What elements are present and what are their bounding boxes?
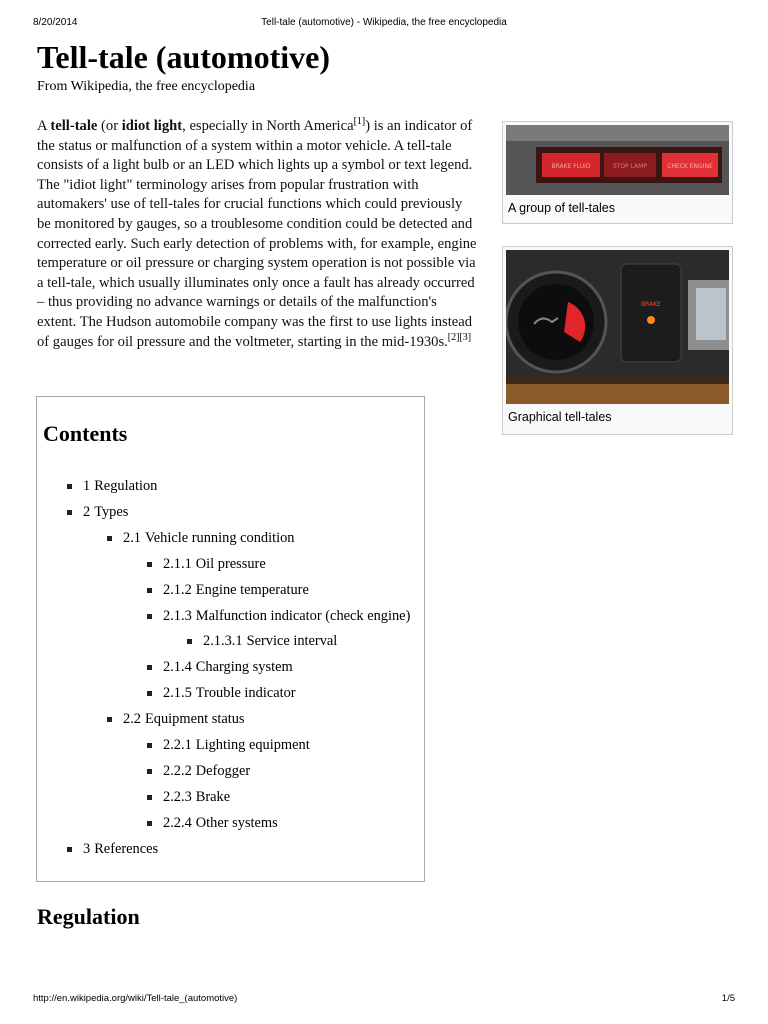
toc-item-number: 2.1.1 <box>163 555 192 572</box>
toc-item-label: Other systems <box>195 814 278 831</box>
figure-tell-tale-group <box>502 121 733 224</box>
lamp-label-stop-lamp: STOP LAMP <box>612 163 648 170</box>
intro-paragraph <box>37 117 477 352</box>
lamp-label-check-engine: CHECK ENGINE <box>667 163 713 170</box>
intro-text: ) is an indicator of the status or malfunction of a system within a motor vehicle. A tell-tale consists of a light bulb or an LED which lights up a symbol or text legend. The "idiot light" terminology arises from popular frustration with automakers' use of tell-tales for crucial functions which could previously be monitored by gauges, so a troublesome condition could be detected and corrected early. Such early detection of problems with, for example, engine temperature or oil pressure or charging system operation is not possible via a tell-tale, which usually illuminates only once a fault has already occurred – thus providing no advance warnings or details of the malfunction's extent. The Hudson automobile company was the first to use lights instead of gauges for oil pressure and the voltmeter, starting in the mid-1930s. <box>37 118 477 350</box>
toc-item-number: 2.2.4 <box>163 814 192 831</box>
print-header <box>33 17 735 31</box>
toc-item[interactable] <box>163 762 250 780</box>
toc-item-label: Types <box>94 503 129 520</box>
toc-item-label: Charging system <box>195 659 293 676</box>
toc-item-label: Regulation <box>94 478 158 494</box>
toc-item-label: Lighting equipment <box>195 737 310 753</box>
lamp-label-brake-fluid: BRAKE FLUID <box>551 163 591 170</box>
toc-item[interactable] <box>83 840 158 858</box>
toc-item-label: Trouble indicator <box>195 685 296 702</box>
figure-caption: A group of tell-tales <box>508 201 616 215</box>
citation-link-2[interactable]: [2] <box>447 331 460 343</box>
toc-item-label: Engine temperature <box>195 581 309 598</box>
toc-item-number: 2.1 <box>123 529 141 546</box>
site-tagline: From Wikipedia, the free encyclopedia <box>37 79 256 94</box>
toc-item-number: 2.1.3 <box>163 607 192 624</box>
term-tell-tale: tell-tale <box>50 118 98 134</box>
toc-item[interactable] <box>163 658 293 676</box>
toc-item[interactable] <box>163 684 296 702</box>
toc-item-number: 3 <box>83 840 91 857</box>
toc-item-number: 2.1.2 <box>163 581 192 598</box>
table-of-contents <box>36 396 425 882</box>
toc-item[interactable] <box>163 581 309 599</box>
graphical-tell-tales-image[interactable] <box>506 250 729 404</box>
toc-item-number: 2.2 <box>123 711 141 728</box>
toc-item-label: Brake <box>195 788 231 805</box>
figure-caption: Graphical tell-tales <box>508 410 612 424</box>
brake-lamp-label: BRAKE <box>641 301 661 308</box>
toc-item-number: 2.2.1 <box>163 737 192 753</box>
toc-item-label: Malfunction indicator (check engine) <box>195 607 411 624</box>
toc-item-label: Defogger <box>195 762 251 779</box>
toc-item-label: References <box>94 840 159 857</box>
intro-text: (or <box>97 118 122 134</box>
toc-item-number: 2.1.3.1 <box>203 633 243 650</box>
page-url: http://en.wikipedia.org/wiki/Tell-tale_(automotive) <box>33 993 238 1004</box>
toc-item[interactable] <box>83 503 128 521</box>
toc-item[interactable] <box>163 555 266 573</box>
toc-title: Contents <box>43 421 128 446</box>
citation-link-3[interactable]: [3] <box>459 331 472 343</box>
toc-item[interactable] <box>203 632 337 650</box>
toc-item-number: 1 <box>83 478 91 494</box>
toc-item-label: Vehicle running condition <box>145 529 295 546</box>
toc-item-number: 2.2.3 <box>163 788 192 805</box>
toc-item-label: Service interval <box>246 633 338 650</box>
print-page-title: Tell-tale (automotive) - Wikipedia, the free encyclopedia <box>261 17 507 28</box>
toc-item[interactable] <box>123 529 294 547</box>
citation-link-1[interactable]: [1] <box>353 116 366 128</box>
toc-item[interactable] <box>123 710 245 728</box>
toc-item-number: 2.2.2 <box>163 762 192 779</box>
toc-item[interactable] <box>83 477 157 495</box>
intro-text: , especially in North America <box>182 118 354 134</box>
print-date: 8/20/2014 <box>33 17 78 28</box>
figure-graphical-tell-tales <box>502 246 733 435</box>
toc-item[interactable] <box>163 736 310 754</box>
page-title: Tell-tale (automotive) <box>37 39 330 75</box>
page-number: 1/5 <box>721 993 735 1004</box>
tell-tale-group-image[interactable] <box>506 125 729 195</box>
section-heading-regulation: Regulation <box>37 904 140 929</box>
toc-item-number: 2 <box>83 503 91 520</box>
intro-text: A <box>37 118 51 134</box>
term-idiot-light: idiot light <box>121 118 183 134</box>
toc-item-number: 2.1.4 <box>163 659 192 676</box>
toc-item-number: 2.1.5 <box>163 685 192 702</box>
toc-item[interactable] <box>163 607 410 625</box>
toc-item[interactable] <box>163 814 278 832</box>
toc-item[interactable] <box>163 788 230 806</box>
print-footer <box>33 993 735 1007</box>
toc-item-label: Equipment status <box>145 711 245 728</box>
toc-item-label: Oil pressure <box>195 555 266 572</box>
